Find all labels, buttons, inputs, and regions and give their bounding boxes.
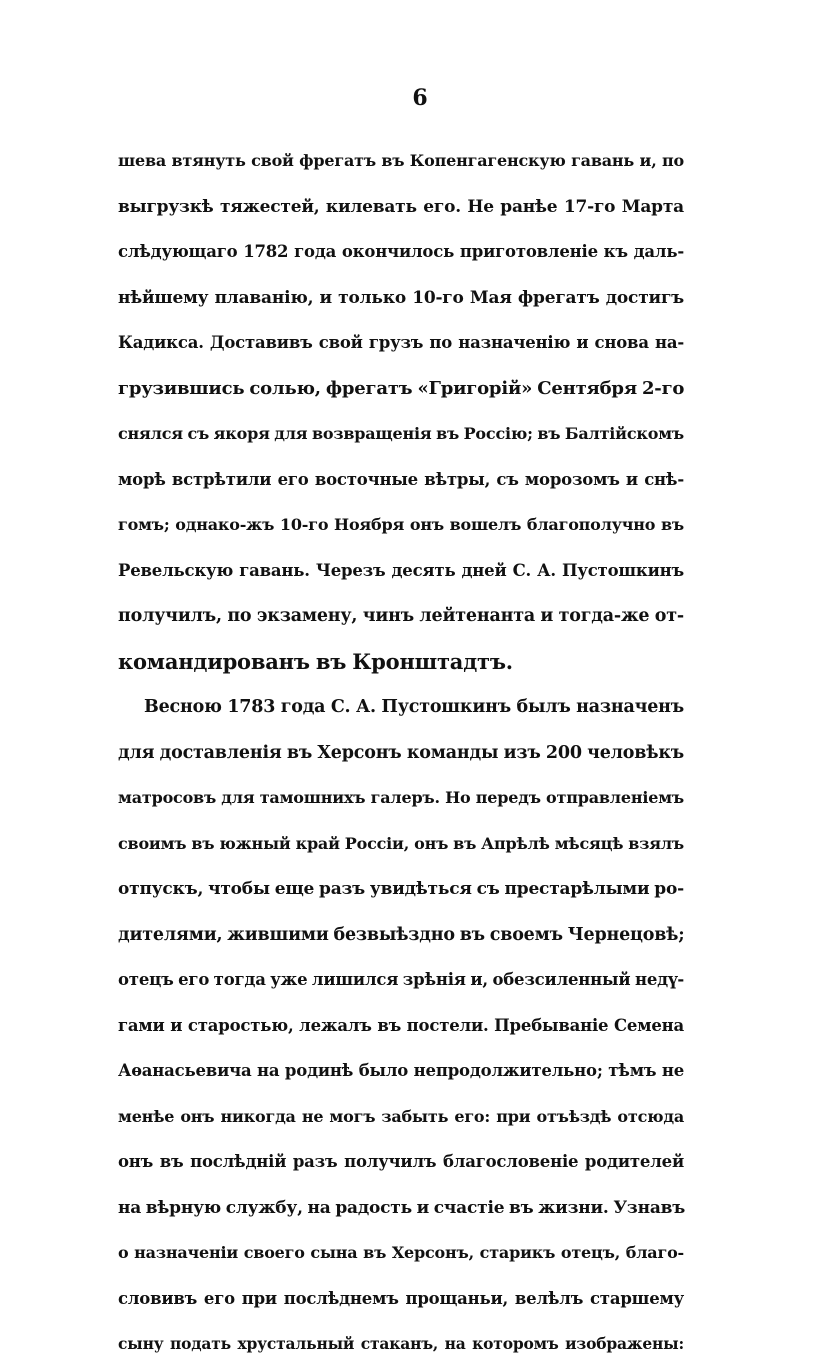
body-text	[118, 143, 684, 1372]
text-line: Аѳанасьевича на родинѣ было непродолжительно; тѣмъ не	[118, 1061, 684, 1080]
text-line: отецъ его тогда уже лишился зрѣнія и, обезсиленный недү-	[118, 970, 684, 989]
text-line: матросовъ для тамошнихъ галеръ. Но передъ отправленіемъ	[118, 788, 684, 807]
text-line: слѣдующаго 1782 года окончилось приготовленіе къ даль-	[118, 242, 684, 261]
text-line: отпускъ, чтобы еще разъ увидѣться съ престарѣлыми ро-	[118, 879, 684, 899]
text-line: менѣе онъ никогда не могъ забыть его: при отъѣздѣ отсюда	[118, 1106, 684, 1126]
text-line: Весною 1783 года С. А. Пустошкинъ былъ назначенъ	[144, 697, 684, 717]
text-line: морѣ встрѣтили его восточные вѣтры, съ морозомъ и снѣ-	[118, 469, 684, 489]
text-line: словивъ его при послѣднемъ прощаньи, велѣлъ старшему	[118, 1288, 684, 1308]
text-line: для доставленія въ Херсонъ команды изъ 200 человѣкъ	[118, 742, 684, 763]
text-line: сыну подать хрустальный стаканъ, на которомъ изображены:	[118, 1334, 684, 1353]
text-line: гомъ; однако-жъ 10-го Ноября онъ вошелъ благополучно въ	[118, 515, 684, 534]
text-line: нѣйшему плаванію, и только 10-го Мая фрегатъ достигъ	[118, 287, 684, 308]
text-line: получилъ, по экзамену, чинъ лейтенанта и тогда-же от-	[118, 606, 684, 626]
text-line: снялся съ якоря для возвращенія въ Россію; въ Балтійскомъ	[118, 424, 684, 443]
text-line: гами и старостью, лежалъ въ постели. Пребываніе Семена	[118, 1015, 684, 1035]
text-line: выгрузкѣ тяжестей, килевать его. Не ранѣе 17-го Марта	[118, 196, 684, 217]
text-line: дителями, жившими безвыѣздно въ своемъ Чернецовѣ;	[118, 924, 685, 945]
text-line: онъ въ послѣдній разъ получилъ благословеніе родителей	[118, 1152, 684, 1171]
text-line: о назначеніи своего сына въ Херсонъ, старикъ отецъ, благо-	[118, 1243, 684, 1262]
text-line: грузившись солью, фрегатъ «Григорій» Сентября 2-го	[118, 377, 685, 399]
text-line: на вѣрную службу, на радость и счастіе въ жизни. Узнавъ	[118, 1197, 686, 1218]
text-line: командированъ въ Кронштадтъ.	[118, 648, 513, 674]
text-line: Ревельскую гавань. Черезъ десять дней С. А. Пустошкинъ	[118, 560, 684, 580]
text-line: Кадикса. Доставивъ свой грузъ по назначенію и снова на-	[118, 333, 684, 352]
text-line: шева втянуть свой фрегатъ въ Копенгагенскую гавань и, по	[118, 151, 684, 170]
text-line: своимъ въ южный край Россіи, онъ въ Апрѣлѣ мѣсяцѣ взялъ	[118, 833, 684, 853]
page-number: 6	[412, 85, 428, 111]
